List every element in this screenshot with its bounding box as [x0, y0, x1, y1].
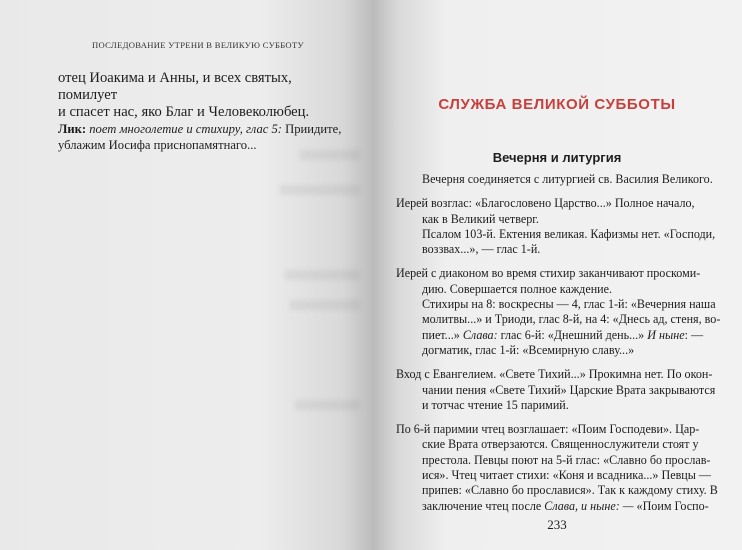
text-line: припев: «Славно бо прославися». Так к каждому стиху. В [422, 483, 718, 498]
text-line: воззвах...», — глас 1-й. [422, 242, 541, 257]
left-text-block [58, 70, 348, 153]
right-text-block [396, 172, 732, 514]
page-number: 233 [547, 517, 567, 532]
section-subtitle: Вечерня и литургия [492, 150, 622, 165]
text-run: «Поим Госпо- [633, 498, 709, 513]
text-line [396, 328, 732, 343]
bleed-through [280, 185, 360, 195]
text-line: догматик, глас 1-й: «Всемирную славу...» [422, 342, 635, 357]
bleed-through [285, 270, 360, 280]
bleed-through [300, 150, 360, 160]
lik-text: Приидите, [281, 122, 342, 136]
text-line: чании пения «Свете Тихий» Царские Врата закрываются [422, 382, 716, 397]
running-head: ПОСЛЕДОВАНИЕ УТРЕНИ В ВЕЛИКУЮ СУББОТУ [92, 40, 304, 50]
bleed-through [290, 300, 360, 310]
slava-rubric: Слава: [462, 327, 498, 342]
text-line [396, 499, 732, 514]
left-line: и спасет нас, яко Благ и Человеколюбец. [58, 104, 310, 120]
lik-label: Лик: [58, 122, 87, 136]
lik-line2: ублажим Иосифа приснопамятнаго... [58, 138, 257, 152]
lik-rubric: поет многолетие и стихиру, глас 5: [89, 122, 282, 136]
text-line: Вход с Евангелием. «Свете Тихий...» Прокимна нет. По окон- [396, 367, 713, 382]
section-title: СЛУЖБА ВЕЛИКОЙ СУББОТЫ [438, 96, 676, 113]
text-line: ские Врата отверзаются. Священнослужители стоят у [422, 437, 699, 452]
text-line: как в Великий четверг. [422, 211, 539, 226]
paragraph-vespers: Вечерня соединяется с литургией св. Василия Великого. [422, 172, 713, 186]
text-line: молитвы...» и Триоди, глас 8-й, на 4: «Днесь ад, стеня, во- [422, 312, 721, 327]
lik-paragraph [58, 122, 348, 137]
text-line: и тотчас чтение 15 паримий. [422, 397, 569, 412]
text-run: глас 6-й: «Днешний день...» [497, 327, 648, 342]
text-line: Стихиры на 8: воскресны — 4, глас 1-й: «Вечерния наша [422, 297, 716, 312]
left-line: отец Иоакима и Анны, и всех святых, помилует [58, 70, 292, 103]
text-line: Иерей возглас: «Благословено Царство...» Полное начало, [396, 196, 695, 211]
text-line: дию. Совершается полное каждение. [422, 281, 613, 296]
right-page [372, 0, 742, 550]
bleed-through [295, 400, 360, 410]
i-nyne-rubric: И ныне [647, 327, 685, 342]
slava-i-nyne-rubric: Слава, и ныне: — [544, 498, 634, 513]
text-line: Псалом 103-й. Ектения великая. Кафизмы нет. «Господи, [422, 226, 716, 241]
text-line: ися». Чтец читает стихи: «Коня и всадника...» Певцы — [422, 468, 712, 483]
text-line: престола. Певцы поют на 5-й глас: «Славно бо прослав- [422, 452, 711, 467]
text-run: заключение чтец после [422, 498, 545, 513]
text-run: пиет...» [422, 327, 463, 342]
text-line: По 6-й паримии чтец возглашает: «Поим Господеви». Цар- [396, 422, 700, 437]
text-run: : — [684, 327, 704, 342]
text-line: Иерей с диаконом во время стихир заканчивают проскоми- [396, 266, 701, 281]
